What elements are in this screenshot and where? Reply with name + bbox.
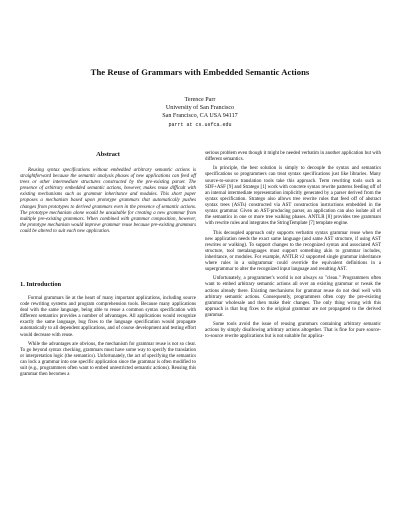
intro-paragraph: While the advantages are obvious, the mechanism for grammar reuse is not so clear. To go beyond syntax checking, grammars must have some way to specify the translation or interpretation logic (the semantics). Unfortunately, the act of specifying the semantics can lock a grammar into one specific application since the grammar is often modified to suit (e.g., programmers often want to embed unrestricted semantic actions). Reusing this grammar then becomes a [20,341,196,378]
body-paragraph: Unfortunately, a programmer's world is not always so "clean." Programmers often want to embed arbitrary semantic actions all over an existing grammar or tweak the actions already there. Existing mechanisms for grammar reuse do not deal well with arbitrary semantic actions. Consequently, programmers often copy the pre-existing grammar wholesale and then make their changes. The only thing wrong with this approach is that bug fixes to the original grammar are not propagated to the derived grammar. [205,276,381,318]
author-location: San Francisco, CA USA 94117 [162,113,238,119]
paper-title: The Reuse of Grammars with Embedded Semantic Actions [90,67,310,77]
author-affiliation: University of San Francisco [165,105,235,111]
intro-paragraph: Formal grammars lie at the heart of many important applications, including source code rewriting systems and program comprehension tools. Because many applications deal with the same language, being able to reuse a common syntax specification with different semantics provides a number of advantages. All applications would recognize exactly the same language, bug fixes to the language specification would propagate automatically to all dependent applications, and of course development and testing effort would decrease with reuse. [20,296,196,338]
abstract-text: Reusing syntax specifications without embedded arbitrary semantic actions is straightforward because the semantic analysis phases of new applications can feed off trees or other intermediate structures constructed by the pre-existing parser. The presence of arbitrary embedded semantic actions, however, makes reuse difficult with existing mechanisms such as grammar inheritance and modules. This short paper proposes a mechanism based upon prototype grammars that automatically pushes changes from prototypes to derived grammars even in the presence of semantic actions. The prototype mechanism alone would be unsuitable for creating a new grammar from multiple pre-existing grammars. When combined with grammar composition, however, the prototype mechanism would improve grammar reuse because pre-existing grammars could be altered to suit each new application. [20,168,196,234]
author-email: parrt at cs.usfca.edu [168,122,232,128]
body-paragraph: Some tools avoid the issue of reusing grammars containing arbitrary semantic actions by simply disallowing arbitrary actions altogether. That is fine for pure source-to-source rewrite applications but is not suitable for applica- [205,322,381,340]
right-column-body [205,151,381,344]
section-heading-introduction: 1. Introduction [20,281,62,288]
author-name: Terence Parr [184,97,216,103]
body-paragraph: serious problem even though it might be needed verbatim in another application but with different semantics. [205,151,381,163]
body-paragraph: In principle, the best solution is simply to decouple the syntax and semantics specifications so programmers can treat syntax specifications just like libraries. Many source-to-source translation tools take this approach. Term rewriting tools such as SDF+ASF [9] and Stratego [1] work with concrete syntax rewrite patterns feeding off of an internal intermediate representation implicitly generated by a parser derived from the syntax specification. Stratego also allows tree rewrite rules that feed off of abstract syntax trees (ASTs) constructed via AST construction instructions embedded in the syntax grammar. Given an AST-producing parser, an application can also isolate all of the semantics in one or more tree walking phases. ANTLR [8] provides tree grammars with rewrite rules and integrates the StringTemplate [7] template engine. [205,166,381,227]
abstract-body [20,168,196,238]
introduction-body [20,296,196,382]
abstract-heading: Abstract [96,151,120,158]
body-paragraph: This decoupled approach only supports verbatim syntax grammar reuse when the new application needs the exact same language (and same AST structure, if using AST rewrites or walking). To support changes to the recognized syntax and associated AST structure, tool metalanguages must support something akin to grammar includes, inheritance, or modules. For example, ANTLR v2 supported single grammar inheritance where rules in a subgrammar could override the equivalent definitions in a supergrammar to alter the recognized input language and resulting AST. [205,230,381,273]
